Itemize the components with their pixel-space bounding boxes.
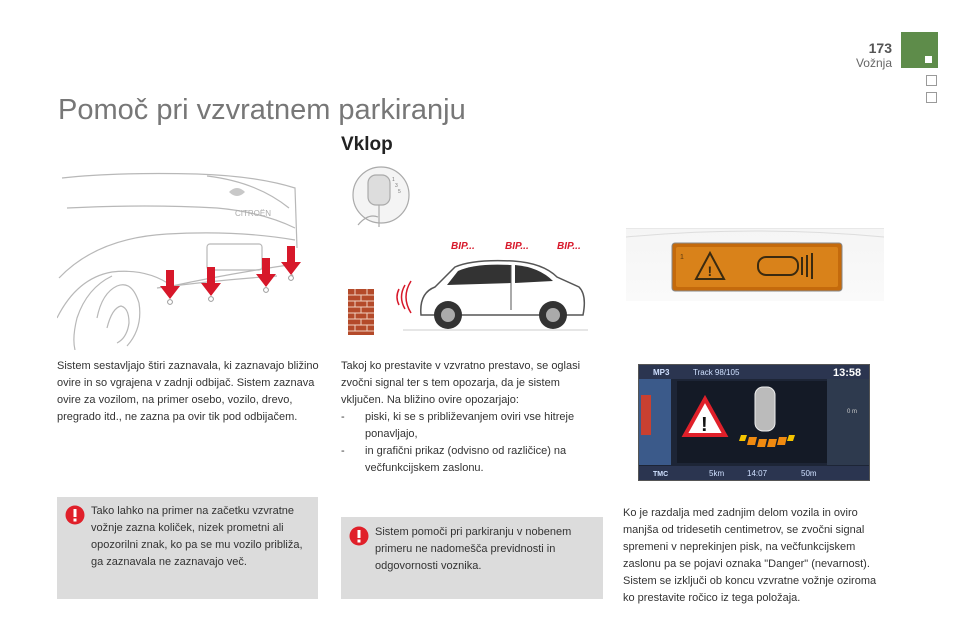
clock-label: 13:58	[833, 367, 862, 379]
sound-waves-icon	[397, 281, 411, 313]
car-top-icon	[755, 387, 775, 431]
section-name: Vožnja	[855, 56, 892, 70]
sensor-arrow-icon	[281, 246, 301, 275]
next-turn-distance-label: 50m	[801, 469, 817, 478]
instrument-cluster-illustration	[626, 228, 884, 301]
car-side-view	[421, 261, 585, 329]
list-item: - in grafični prikaz (odvisno od različice) na večfunkcijskem zaslonu.	[341, 445, 567, 474]
screen-graphics	[639, 365, 869, 480]
eta-label: 14:07	[747, 469, 768, 478]
svg-text:!: !	[701, 414, 708, 436]
beep-label: BIP...	[557, 241, 581, 252]
brand-logo-icon	[229, 188, 245, 196]
col1-text: Sistem sestavljajo štiri zaznavala, ki zaznavajo bližino ovire in so vgrajena v zadnji odbijač. Sistem zaznava ovire za vozilom, na primer osebo, vozilo, drevo, pregrado itd., ne zazna pa ovir tik pod odbijačem.	[57, 360, 319, 423]
chapter-tab-box	[926, 75, 937, 86]
col1-paragraph	[57, 358, 321, 426]
indicator-list	[341, 409, 603, 477]
page-title: Pomoč pri vzvratnem parkiranju	[58, 94, 466, 126]
sensor-arrow-icon	[256, 258, 276, 287]
mp3-label: MP3	[653, 368, 670, 377]
chapter-tab-box	[926, 92, 937, 103]
exclamation-icon	[349, 526, 369, 546]
chapter-tab	[901, 32, 938, 68]
col2-note-text: Sistem pomoči pri parkiranju v nobenem primeru ne nadomešča previdnosti in odgovornosti voznika.	[375, 526, 572, 572]
col3-text2: Sistem se izključi ob koncu vzvratne vožnje oziroma ko prestavite ročico iz tega položaja.	[623, 575, 877, 604]
col2-intro: Takoj ko prestavite v vzvratno prestavo, se oglasi zvočni signal ter s tem opozarja, da je sistem vključen. Na bližino ovire opozarjajo:	[341, 360, 581, 406]
distance-label: 5km	[709, 469, 725, 478]
col2-note-box	[341, 517, 603, 599]
tab-marker-icon	[925, 56, 932, 63]
exclamation-icon	[65, 505, 85, 525]
reversing-car-illustration	[343, 165, 593, 340]
svg-text:1: 1	[680, 254, 684, 261]
list-item: - piski, ki se s približevanjem oviri vse hitreje ponavljajo,	[341, 411, 575, 440]
brand-badge-text: CITROËN	[235, 209, 271, 218]
page-number: 173	[868, 40, 892, 56]
svg-text:1: 1	[392, 177, 395, 183]
svg-text:5: 5	[398, 189, 401, 195]
col2-paragraph	[341, 358, 603, 477]
tmc-label: TMC	[653, 471, 669, 478]
col1-note-text: Tako lahko na primer na začetku vzvratne vožnje zazna količek, nizek prometni ali opozorilni znak, ko pa se mu vozilo približa, ga zaznavala ne zaznavajo več.	[91, 505, 303, 568]
rear-bumper-sensors-illustration	[57, 168, 307, 350]
multifunction-screen	[638, 364, 870, 481]
track-label: Track 98/105	[693, 368, 740, 377]
beep-label: BIP...	[505, 241, 529, 252]
brick-wall	[348, 289, 374, 335]
side-distance-label: 0 m	[847, 409, 858, 415]
beep-label: BIP...	[451, 241, 475, 252]
svg-text:3: 3	[395, 183, 398, 189]
col1-note-box	[57, 497, 318, 599]
svg-text:!: !	[707, 263, 713, 279]
col3-text1: Ko je razdalja med zadnjim delom vozila in oviro manjša od tridesetih centimetrov, se zvočni signal spremeni v neprekinjen pisk, na večfunkcijskem zaslonu pa se pojavi oznaka "Danger" (nevarnost).	[623, 507, 870, 570]
cluster-display	[626, 229, 884, 301]
section-subtitle: Vklop	[341, 134, 393, 155]
col3-paragraph	[623, 505, 885, 607]
